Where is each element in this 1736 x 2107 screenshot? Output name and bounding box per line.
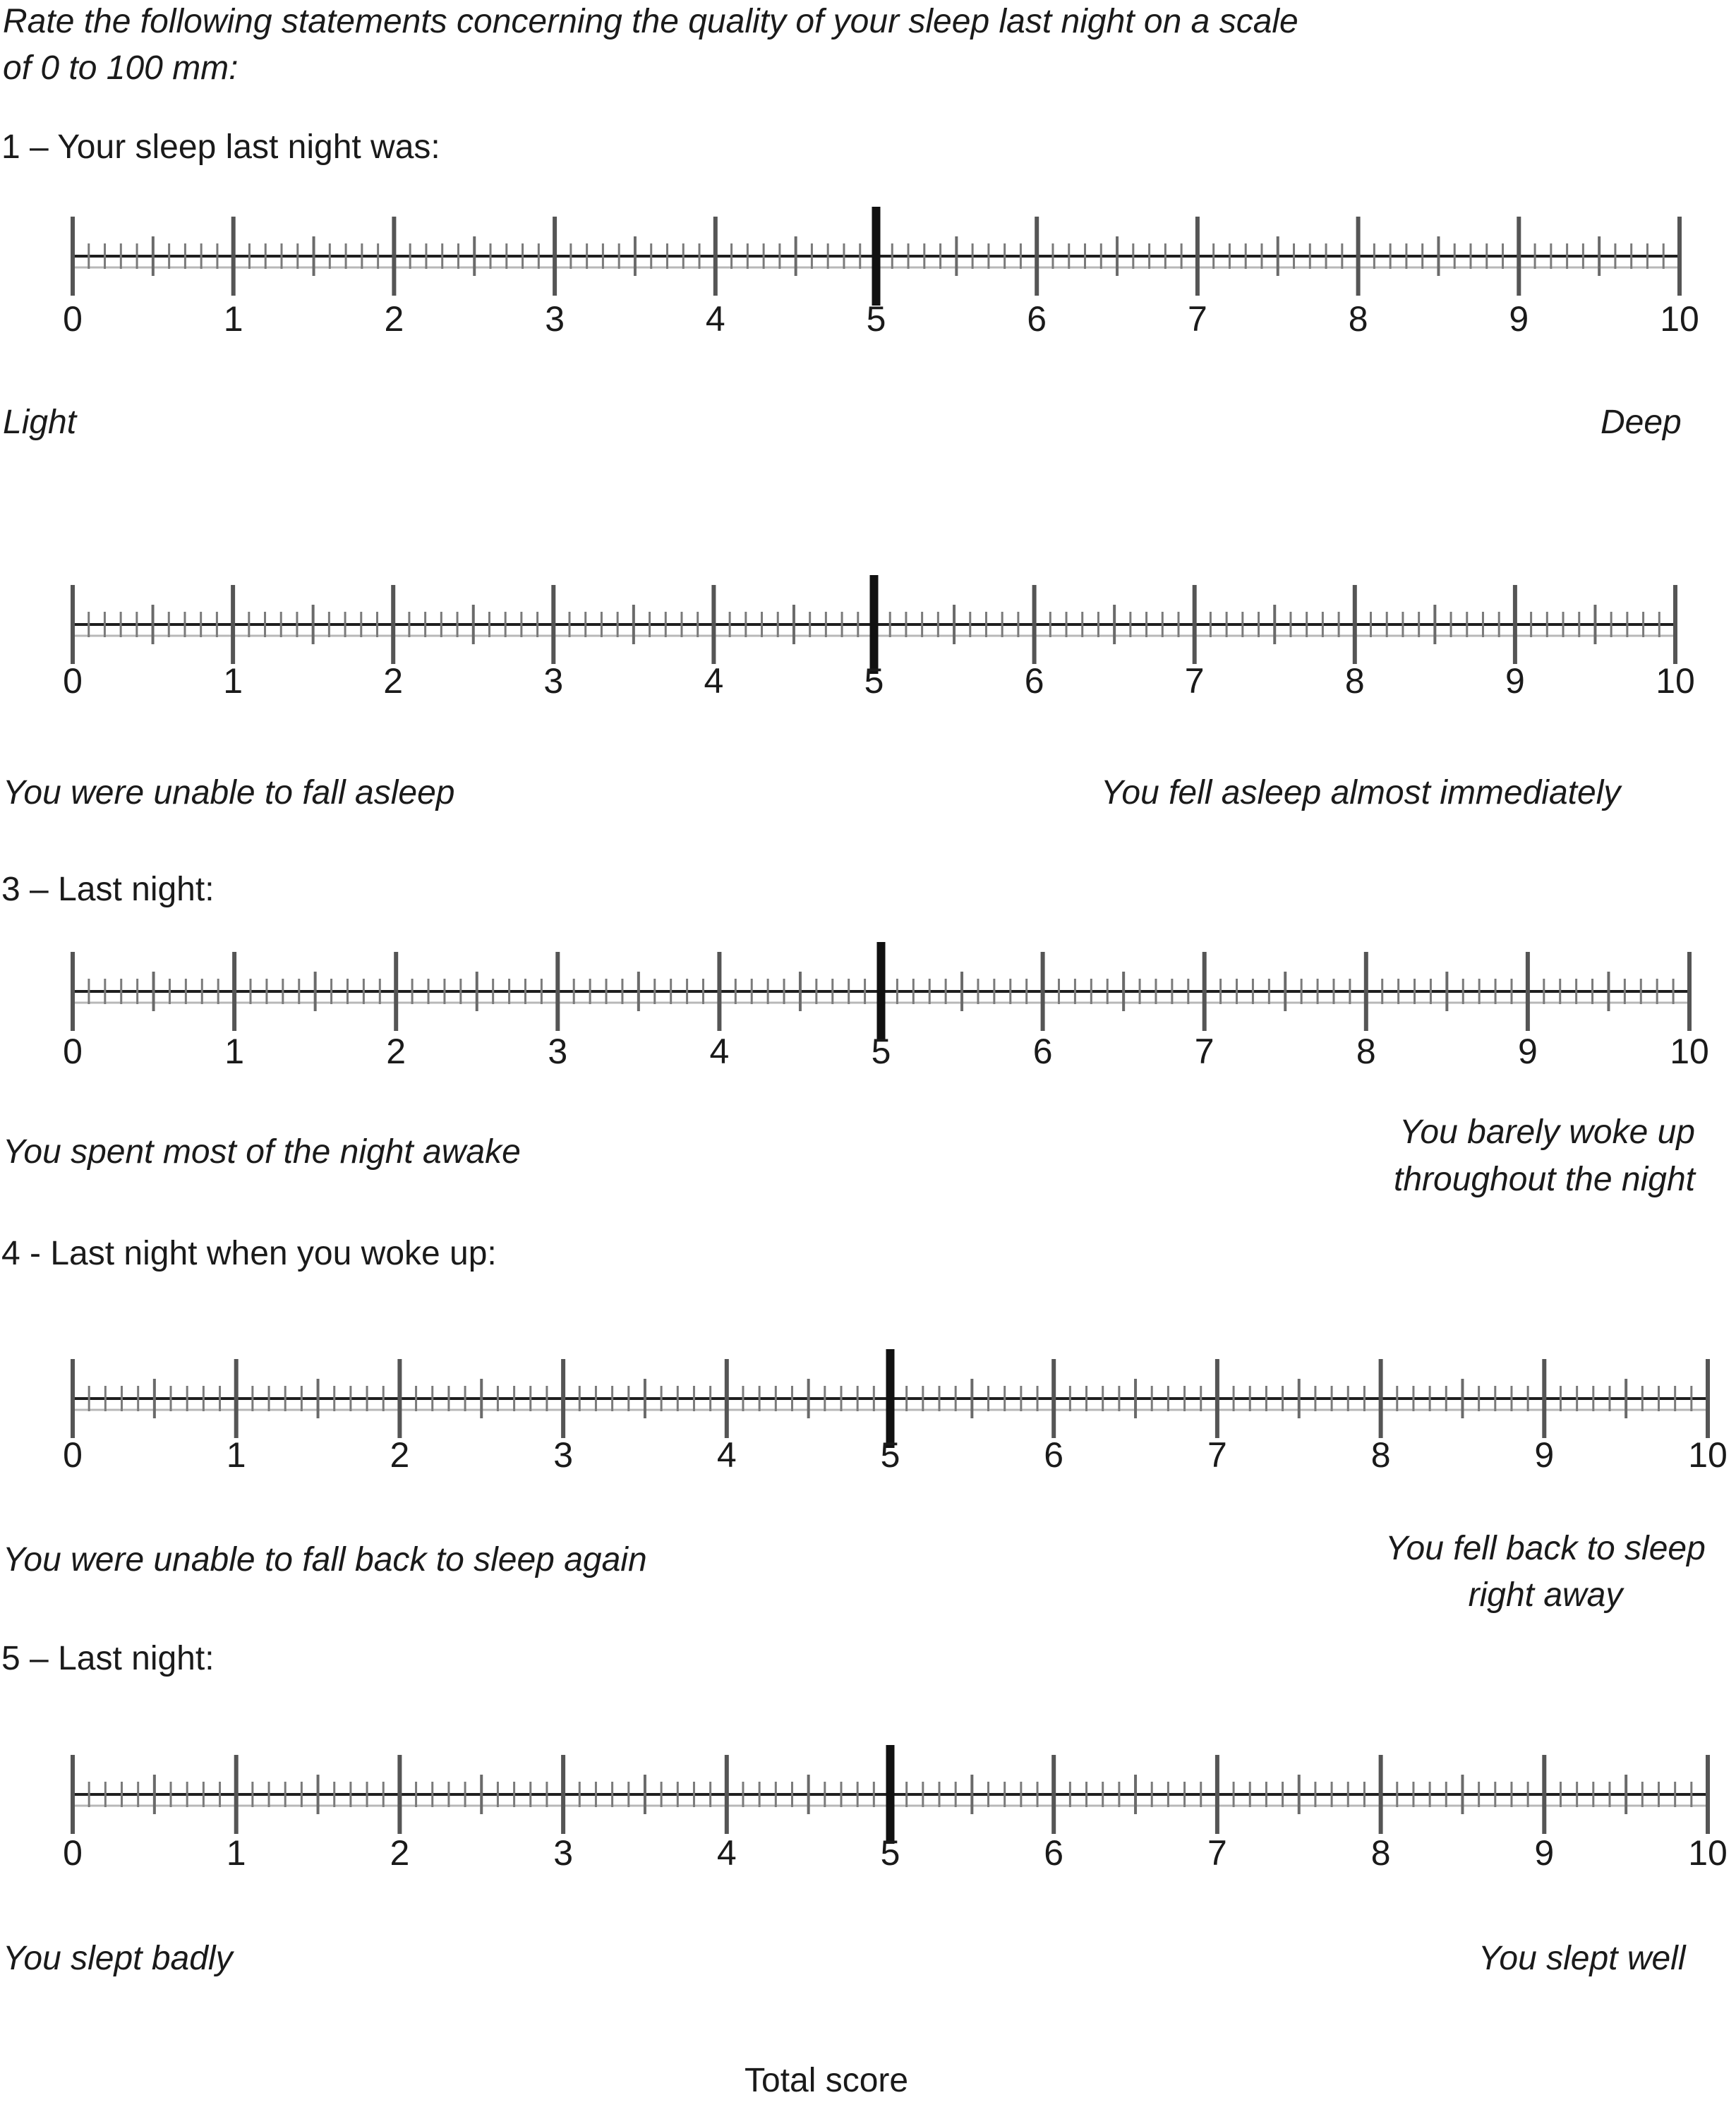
scale-tick-label: 1 <box>224 1032 244 1071</box>
scale-tick-label: 9 <box>1517 1032 1538 1071</box>
item-4-left-anchor: You were unable to fall back to sleep again <box>3 1541 647 1578</box>
scale-tick-label: 10 <box>1670 1032 1709 1071</box>
item-3-right-anchor-line-2: throughout the night <box>1393 1161 1695 1198</box>
scale-tick-label: 1 <box>226 1435 246 1475</box>
scale-tick-label: 0 <box>63 1435 83 1475</box>
item-3-right-anchor-line-1: You barely woke up <box>1399 1113 1695 1151</box>
scale-tick-label: 2 <box>384 299 404 339</box>
item-5-left-anchor: You slept badly <box>3 1940 233 1977</box>
scale-tick-label: 9 <box>1505 661 1525 701</box>
instructions-line-1: Rate the following statements concerning the quality of your sleep last night on a scale <box>3 3 1298 40</box>
item-4-right-anchor-line-2: right away <box>1468 1576 1623 1614</box>
scale-tick-label: 7 <box>1207 1435 1227 1475</box>
scale-tick-label: 9 <box>1534 1833 1555 1873</box>
scale-tick-label: 4 <box>716 1435 737 1475</box>
scale-tick-label: 5 <box>864 661 884 701</box>
item-4-right-anchor-line-1: You fell back to sleep <box>1385 1530 1706 1567</box>
scale-tick-label: 8 <box>1370 1435 1391 1475</box>
scale-tick-label: 10 <box>1656 661 1695 701</box>
scale-tick-label: 3 <box>543 661 564 701</box>
scale-tick-label: 6 <box>1044 1435 1064 1475</box>
item-3-heading: 3 – Last night: <box>1 871 215 908</box>
scale-tick-label: 0 <box>63 661 83 701</box>
scale-tick-label: 10 <box>1688 1833 1728 1873</box>
scale-tick-label: 1 <box>223 299 243 339</box>
scale-tick-label: 9 <box>1509 299 1529 339</box>
item-5-heading: 5 – Last night: <box>1 1640 215 1677</box>
scale-tick-label: 8 <box>1370 1833 1391 1873</box>
scale-tick-label: 5 <box>880 1435 900 1475</box>
scale-tick-label: 2 <box>390 1435 410 1475</box>
scale-tick-label: 6 <box>1032 1032 1053 1071</box>
scale-tick-label: 8 <box>1356 1032 1376 1071</box>
item-5-right-anchor: You slept well <box>1478 1940 1686 1977</box>
scale-tick-label: 4 <box>705 299 725 339</box>
scale-tick-label: 3 <box>553 1833 573 1873</box>
scale-tick-label: 8 <box>1348 299 1368 339</box>
scale-tick-label: 4 <box>716 1833 737 1873</box>
scale-tick-label: 9 <box>1534 1435 1555 1475</box>
scale-tick-label: 3 <box>545 299 565 339</box>
scale-tick-label: 4 <box>709 1032 730 1071</box>
instructions-line-2: of 0 to 100 mm: <box>3 49 239 87</box>
item-2-right-anchor: You fell asleep almost immediately <box>1101 774 1621 811</box>
scale-tick-label: 0 <box>63 1032 83 1071</box>
scale-tick-label: 7 <box>1184 661 1205 701</box>
scale-tick-label: 6 <box>1024 661 1044 701</box>
scale-tick-label: 5 <box>880 1833 900 1873</box>
scale-tick-label: 6 <box>1027 299 1047 339</box>
item-2-left-anchor: You were unable to fall asleep <box>3 774 455 811</box>
total-score-label: Total score <box>745 2062 909 2099</box>
item-3-left-anchor: You spent most of the night awake <box>3 1133 521 1171</box>
item-4-heading: 4 - Last night when you woke up: <box>1 1235 497 1272</box>
scale-tick-label: 2 <box>386 1032 406 1071</box>
scale-tick-label: 3 <box>548 1032 568 1071</box>
scale-tick-label: 4 <box>704 661 724 701</box>
scale-tick-label: 0 <box>63 1833 83 1873</box>
scale-tick-label: 8 <box>1344 661 1365 701</box>
item-1-heading: 1 – Your sleep last night was: <box>1 128 440 166</box>
scale-tick-label: 6 <box>1044 1833 1064 1873</box>
scale-tick-label: 5 <box>866 299 886 339</box>
scale-tick-label: 2 <box>383 661 404 701</box>
scale-tick-label: 7 <box>1207 1833 1227 1873</box>
scale-tick-label: 1 <box>223 661 243 701</box>
scale-tick-label: 2 <box>390 1833 410 1873</box>
item-1-left-anchor: Light <box>3 404 77 441</box>
scale-tick-label: 7 <box>1194 1032 1214 1071</box>
scale-tick-label: 1 <box>226 1833 246 1873</box>
scale-tick-label: 5 <box>871 1032 891 1071</box>
scale-tick-label: 3 <box>553 1435 573 1475</box>
scale-tick-label: 0 <box>63 299 83 339</box>
item-1-right-anchor: Deep <box>1601 404 1682 441</box>
scale-tick-label: 7 <box>1187 299 1207 339</box>
scale-tick-label: 10 <box>1688 1435 1728 1475</box>
scale-tick-label: 10 <box>1660 299 1699 339</box>
